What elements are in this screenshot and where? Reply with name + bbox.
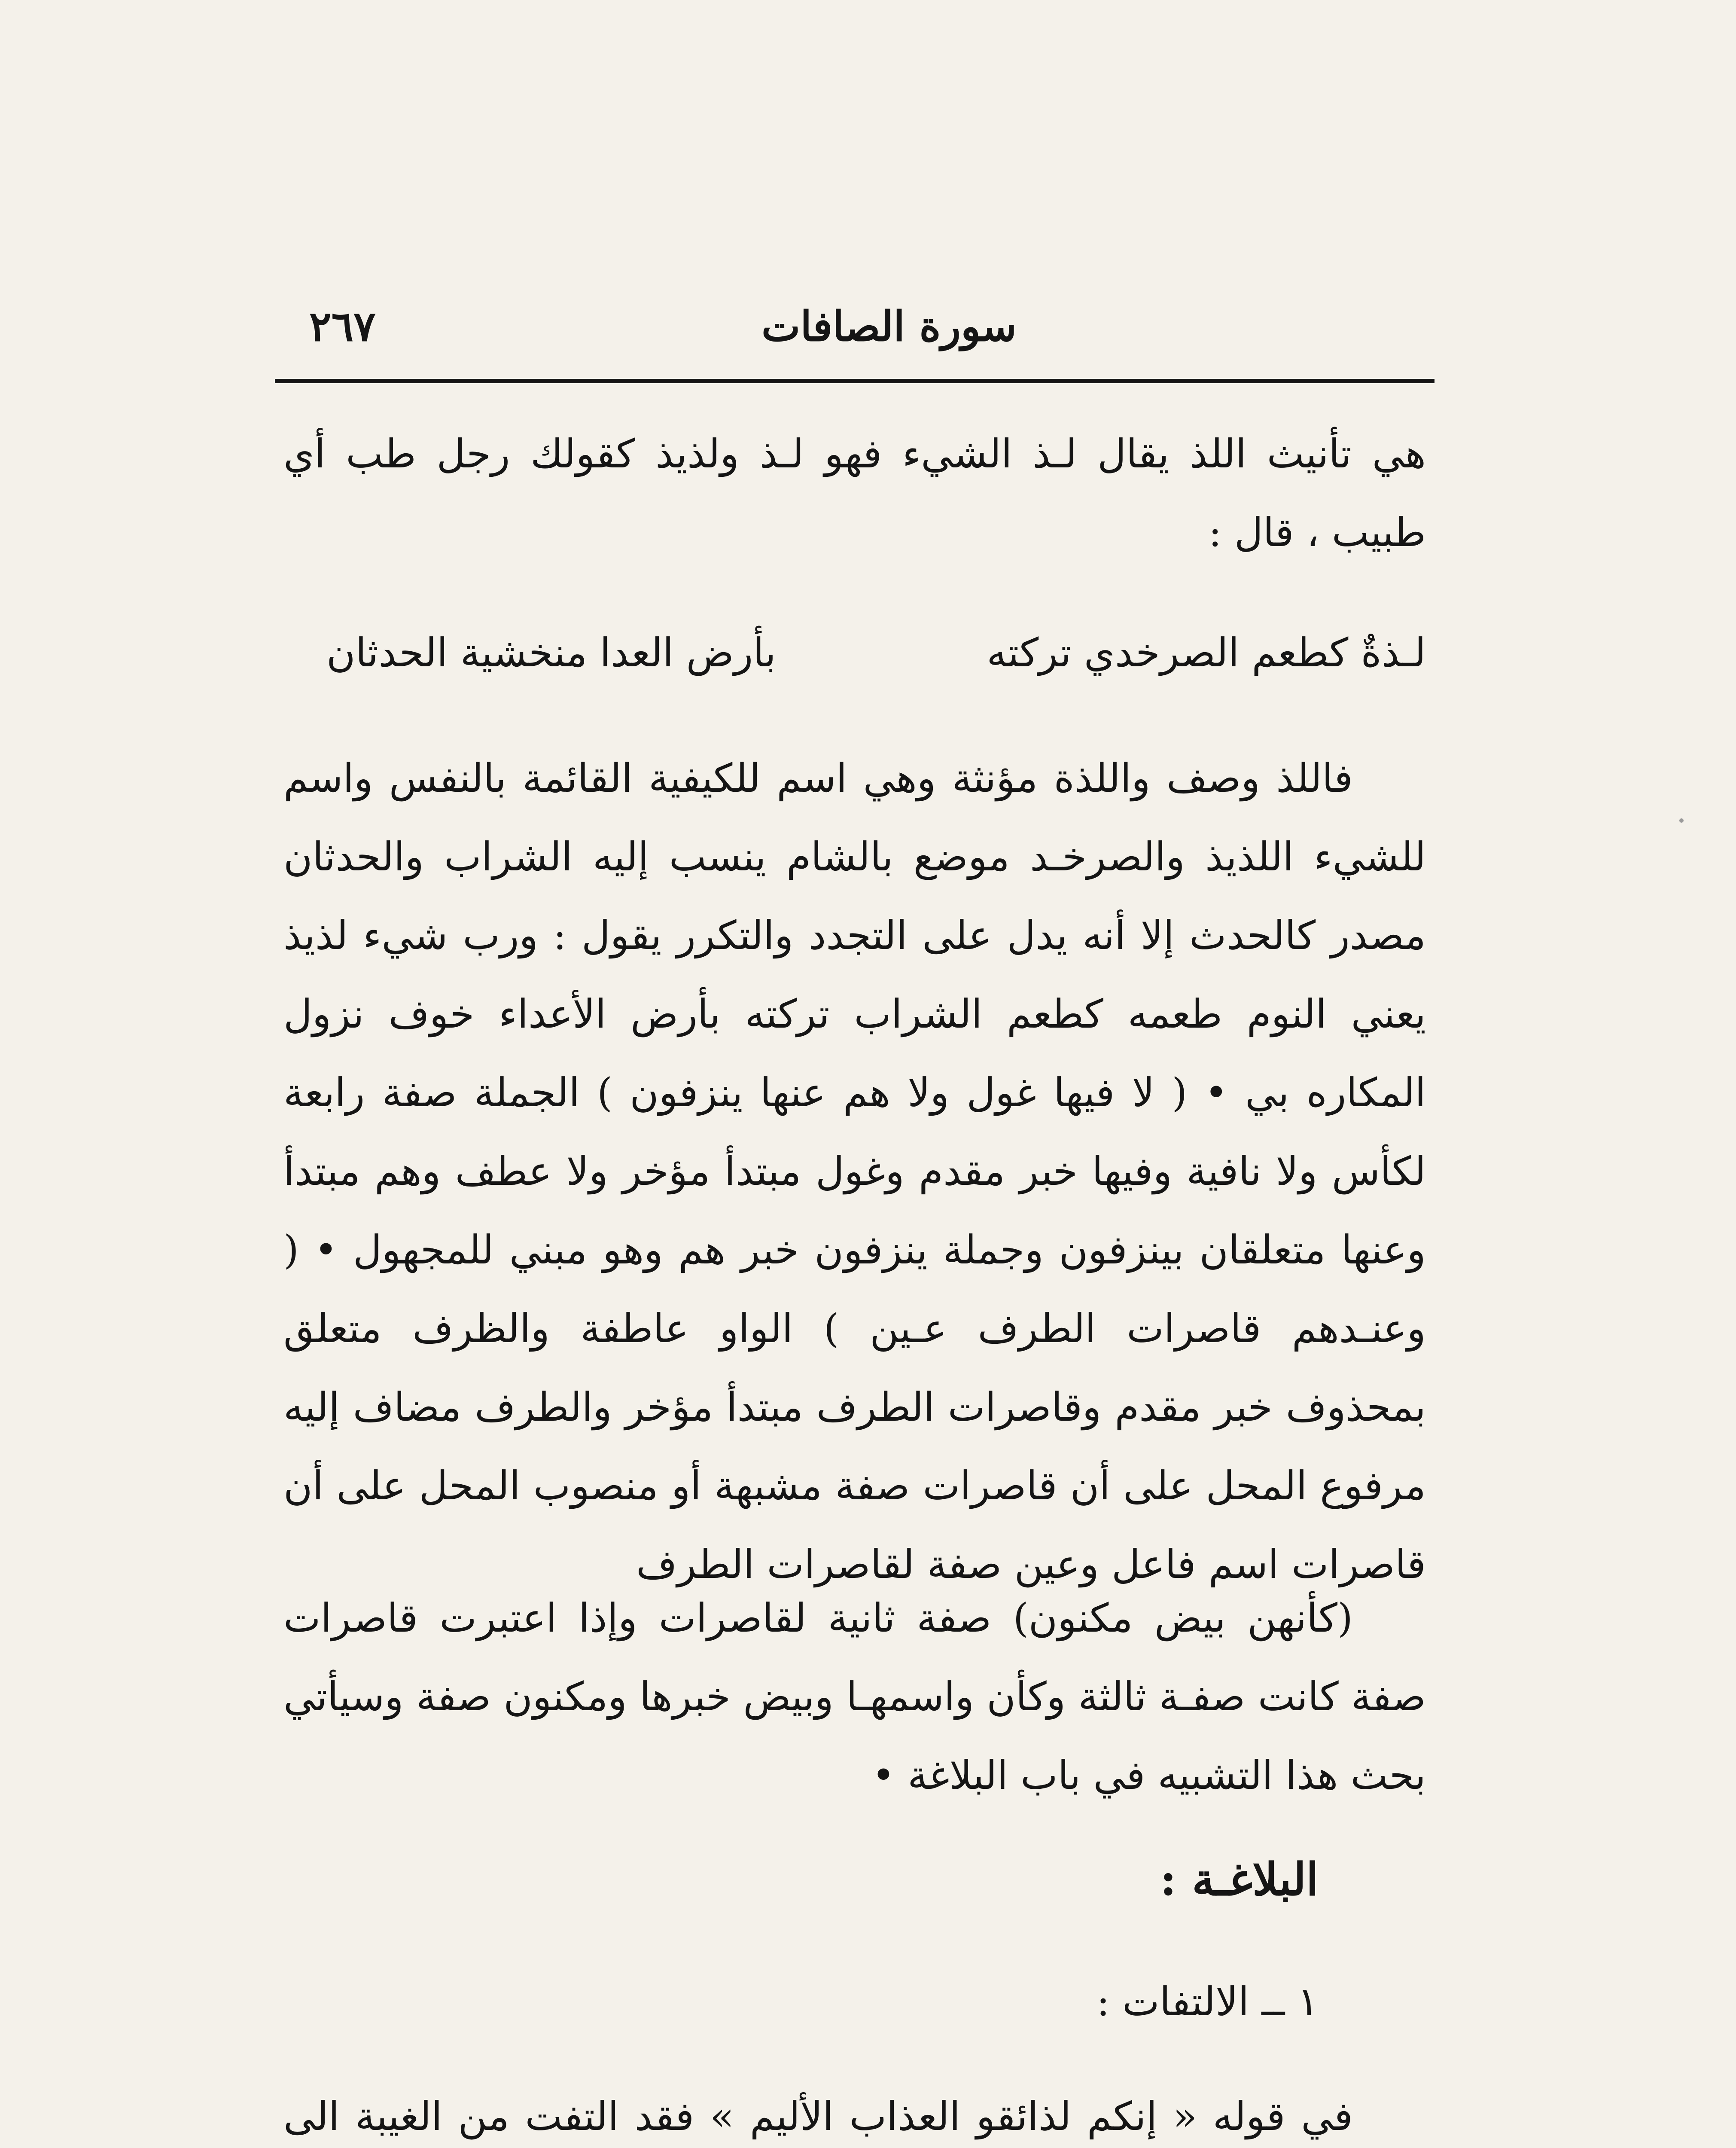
verse-first-hemistich: لـذةٌ كطعم الصرخدي تركته xyxy=(987,630,1426,676)
paragraph-simile-text: (كأنهن بيض مكنون) صفة ثانية لقاصرات وإذا اعتبرت قاصرات صفة كانت صفـة ثالثة وكأن واسمهـا وبيض خبرها ومكنون صفة وسيأتي بحث هذا التشبيه في باب البلاغة • xyxy=(283,1595,1426,1798)
verse-second-hemistich: بأرض العدا منخشية الحدثان xyxy=(326,630,776,676)
paragraph-rhetoric-text: في قوله « إنكم لذائقو العذاب الأليم » فقد التفت من الغيبة الى xyxy=(283,2093,1353,2139)
paragraph-rhetoric xyxy=(283,2077,1426,2148)
paragraph-simile xyxy=(283,1579,1426,1815)
page-header xyxy=(283,296,1426,365)
header-rule xyxy=(275,379,1434,383)
section-subheading: ١ ــ الالتفات : xyxy=(1096,1979,1319,2025)
poetry-verse xyxy=(283,614,1426,692)
paragraph-parsing xyxy=(283,739,1426,1604)
section-heading: البلاغـة : xyxy=(1160,1853,1319,1906)
paragraph-parsing-text: فاللذ وصف واللذة مؤنثة وهي اسم للكيفية القائمة بالنفس واسم للشيء اللذيذ والصرخـد موضع بالشام ينسب إليه الشراب والحدثان مصدر كالحدث إلا أنه يدل على التجدد والتكرر يقول : ورب شيء لذيذ يعني النوم طعمه كطعم الشراب تركته بأرض الأعداء خوف نزول المكاره بي • ( لا فيها غول ولا هم عنها ينزفون ) الجملة صفة رابعة لكأس ولا نافية وفيها خبر مقدم وغول مبتدأ مؤخر ولا عطف وهم مبتدأ وعنها متعلقان بينزفون وجملة ينزفون خبر هم وهو مبني للمجهول • ( وعنـدهم قاصرات الطرف عـين ) الواو عاطفة والظرف متعلق بمحذوف خبر مقدم وقاصرات الطرف مبتدأ مؤخر والطرف مضاف إليه مرفوع المحل على أن قاصرات صفة مشبهة أو منصوب المحل على أن قاصرات اسم فاعل وعين صفة لقاصرات الطرف xyxy=(283,755,1426,1587)
running-title: سورة الصافات xyxy=(761,302,1017,351)
page-number: ٢٦٧ xyxy=(309,302,376,351)
scan-speck xyxy=(1679,818,1684,823)
paragraph-intro: هي تأنيث اللذ يقال لـذ الشيء فهو لـذ ولذيذ كقولك رجل طب أي طبيب ، قال : xyxy=(283,431,1426,555)
